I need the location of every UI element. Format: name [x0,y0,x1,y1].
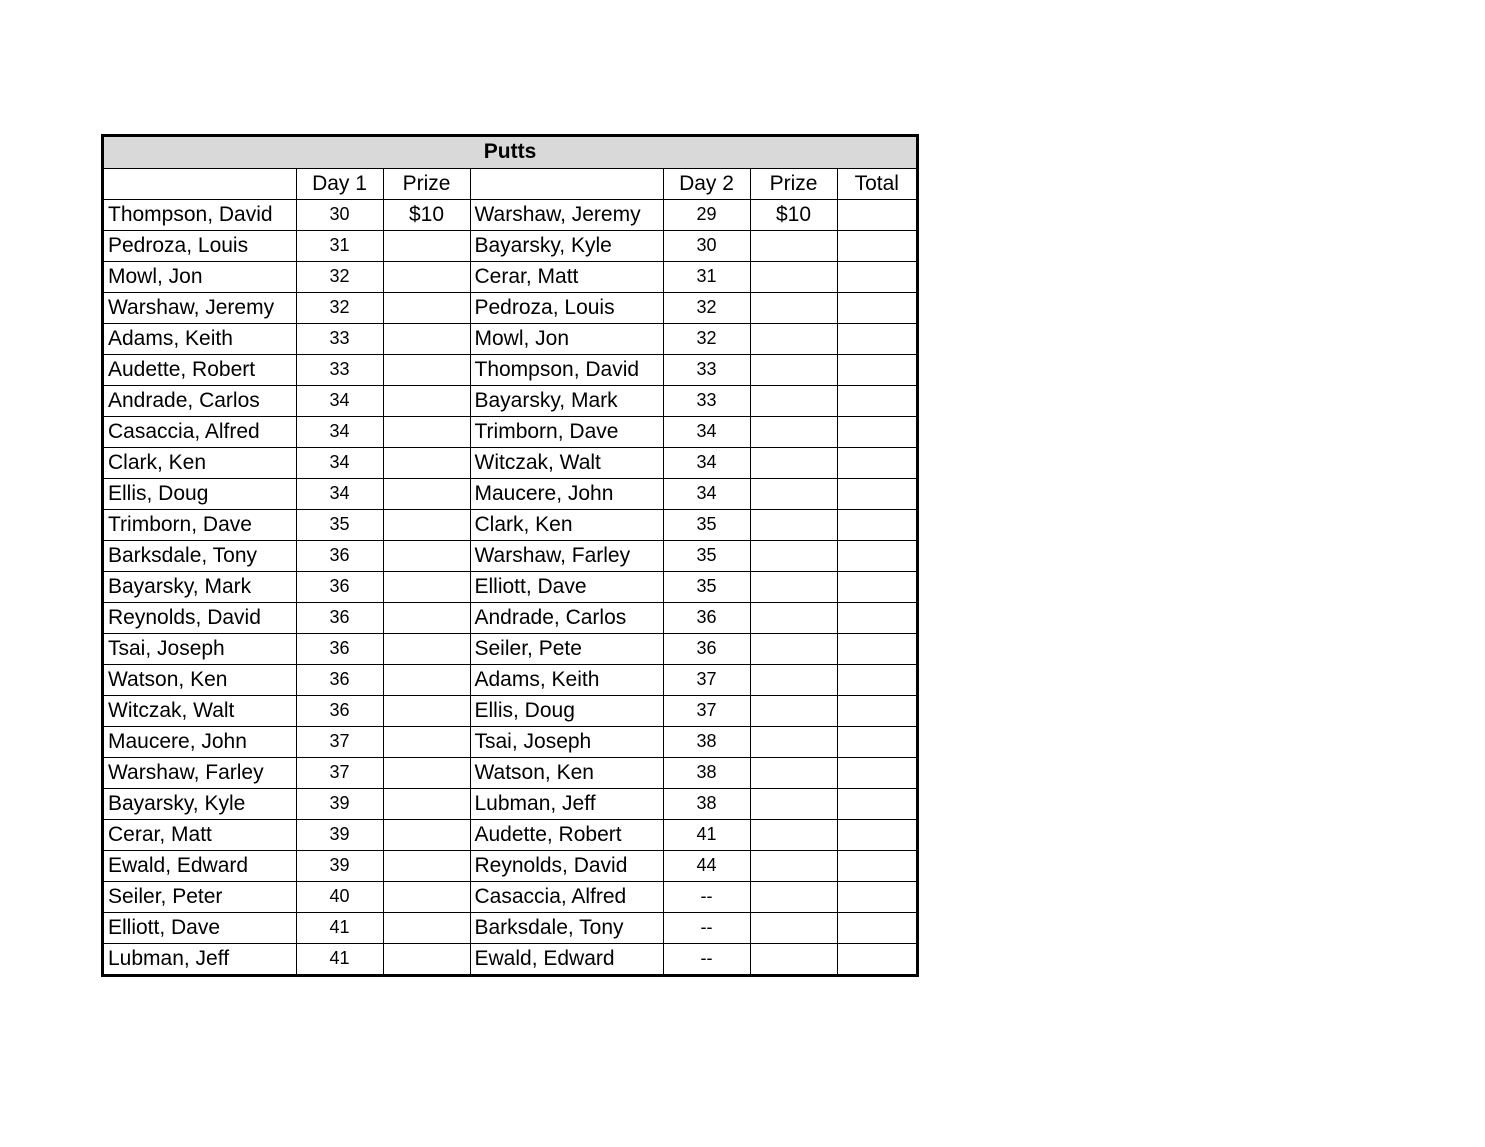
day2-prize [750,509,837,540]
total-cell [837,788,916,819]
day2-player-name: Thompson, David [470,354,663,385]
day1-player-name: Trimborn, Dave [104,509,296,540]
day1-prize [383,540,470,571]
header-name-day2 [470,168,663,199]
day1-putts: 36 [296,633,383,664]
day1-putts: 32 [296,292,383,323]
table-row [104,695,916,726]
total-cell [837,323,916,354]
day1-player-name: Bayarsky, Kyle [104,788,296,819]
day2-player-name: Elliott, Dave [470,571,663,602]
total-cell [837,757,916,788]
day2-putts: 35 [663,571,750,602]
day1-putts: 34 [296,385,383,416]
day2-player-name: Reynolds, David [470,850,663,881]
day1-prize [383,478,470,509]
day1-prize [383,571,470,602]
day2-prize [750,757,837,788]
day1-prize [383,261,470,292]
table-row [104,323,916,354]
total-cell [837,478,916,509]
total-cell [837,199,916,230]
putts-table [104,137,916,974]
day1-putts: 36 [296,602,383,633]
day2-player-name: Ellis, Doug [470,695,663,726]
header-row [104,168,916,199]
day2-putts: 29 [663,199,750,230]
day2-prize [750,478,837,509]
day1-player-name: Watson, Ken [104,664,296,695]
table-row [104,230,916,261]
total-cell [837,664,916,695]
day1-putts: 36 [296,571,383,602]
table-row [104,850,916,881]
day2-player-name: Bayarsky, Mark [470,385,663,416]
table-row [104,571,916,602]
day2-prize [750,385,837,416]
day2-putts: 41 [663,819,750,850]
day1-player-name: Tsai, Joseph [104,633,296,664]
day2-prize [750,788,837,819]
day2-prize [750,292,837,323]
day1-player-name: Adams, Keith [104,323,296,354]
day1-player-name: Thompson, David [104,199,296,230]
total-cell [837,385,916,416]
header-name-day1 [104,168,296,199]
day2-putts: 38 [663,757,750,788]
day2-player-name: Trimborn, Dave [470,416,663,447]
table-row [104,788,916,819]
day2-player-name: Audette, Robert [470,819,663,850]
total-cell [837,230,916,261]
day1-player-name: Barksdale, Tony [104,540,296,571]
day2-player-name: Barksdale, Tony [470,912,663,943]
day2-putts: 44 [663,850,750,881]
table-row [104,540,916,571]
table-row [104,509,916,540]
day2-player-name: Tsai, Joseph [470,726,663,757]
day1-prize [383,230,470,261]
table-title: Putts [104,137,916,168]
day1-prize [383,447,470,478]
day1-prize [383,943,470,974]
day1-putts: 30 [296,199,383,230]
header-prize-day1: Prize [383,168,470,199]
day2-player-name: Cerar, Matt [470,261,663,292]
day1-prize: $10 [383,199,470,230]
total-cell [837,261,916,292]
day1-prize [383,633,470,664]
day1-putts: 36 [296,540,383,571]
day2-putts: 35 [663,509,750,540]
day2-prize [750,230,837,261]
day1-player-name: Clark, Ken [104,447,296,478]
day1-prize [383,881,470,912]
day2-prize [750,633,837,664]
day2-putts: 33 [663,385,750,416]
day1-player-name: Witczak, Walt [104,695,296,726]
day1-prize [383,416,470,447]
total-cell [837,912,916,943]
day1-putts: 39 [296,788,383,819]
day1-putts: 39 [296,819,383,850]
day1-player-name: Bayarsky, Mark [104,571,296,602]
day2-player-name: Witczak, Walt [470,447,663,478]
day1-putts: 36 [296,664,383,695]
day2-player-name: Bayarsky, Kyle [470,230,663,261]
day2-prize: $10 [750,199,837,230]
total-cell [837,540,916,571]
day2-putts: 33 [663,354,750,385]
day2-prize [750,912,837,943]
day1-player-name: Casaccia, Alfred [104,416,296,447]
day1-player-name: Pedroza, Louis [104,230,296,261]
table-row [104,385,916,416]
day2-putts: 38 [663,788,750,819]
day1-prize [383,850,470,881]
day1-putts: 33 [296,323,383,354]
total-cell [837,943,916,974]
day2-putts: 34 [663,447,750,478]
table-row [104,602,916,633]
day2-putts: 34 [663,478,750,509]
day1-player-name: Warshaw, Jeremy [104,292,296,323]
day1-putts: 41 [296,912,383,943]
day2-putts: -- [663,912,750,943]
day1-putts: 34 [296,416,383,447]
day2-prize [750,850,837,881]
day1-player-name: Maucere, John [104,726,296,757]
total-cell [837,695,916,726]
table-row [104,726,916,757]
day1-player-name: Audette, Robert [104,354,296,385]
day2-prize [750,726,837,757]
day2-putts: 36 [663,633,750,664]
total-cell [837,881,916,912]
table-row [104,912,916,943]
table-row [104,478,916,509]
day1-putts: 32 [296,261,383,292]
day2-putts: 36 [663,602,750,633]
day1-prize [383,664,470,695]
day1-putts: 40 [296,881,383,912]
day2-prize [750,540,837,571]
day1-putts: 34 [296,478,383,509]
day2-putts: -- [663,881,750,912]
day2-prize [750,881,837,912]
total-cell [837,509,916,540]
total-cell [837,571,916,602]
day1-player-name: Andrade, Carlos [104,385,296,416]
day2-putts: 32 [663,292,750,323]
day1-prize [383,602,470,633]
day1-player-name: Warshaw, Farley [104,757,296,788]
day1-prize [383,385,470,416]
day2-putts: 35 [663,540,750,571]
day1-prize [383,292,470,323]
table-row [104,447,916,478]
total-cell [837,354,916,385]
day2-player-name: Seiler, Pete [470,633,663,664]
day1-putts: 37 [296,757,383,788]
day2-prize [750,819,837,850]
day2-player-name: Ewald, Edward [470,943,663,974]
day1-putts: 35 [296,509,383,540]
total-cell [837,850,916,881]
header-day1: Day 1 [296,168,383,199]
header-total: Total [837,168,916,199]
day2-putts: 34 [663,416,750,447]
day1-prize [383,757,470,788]
day2-player-name: Mowl, Jon [470,323,663,354]
day2-player-name: Warshaw, Farley [470,540,663,571]
day1-player-name: Reynolds, David [104,602,296,633]
table-row [104,943,916,974]
table-row [104,664,916,695]
day2-putts: 31 [663,261,750,292]
total-cell [837,292,916,323]
day2-prize [750,571,837,602]
total-cell [837,726,916,757]
day2-putts: 37 [663,664,750,695]
day2-prize [750,261,837,292]
day2-player-name: Casaccia, Alfred [470,881,663,912]
day1-player-name: Lubman, Jeff [104,943,296,974]
day1-prize [383,788,470,819]
day1-player-name: Mowl, Jon [104,261,296,292]
day2-putts: 32 [663,323,750,354]
table-row [104,292,916,323]
day2-prize [750,664,837,695]
table-row [104,819,916,850]
day2-prize [750,447,837,478]
total-cell [837,447,916,478]
day2-player-name: Pedroza, Louis [470,292,663,323]
day2-player-name: Andrade, Carlos [470,602,663,633]
day1-putts: 37 [296,726,383,757]
putts-table-container [101,134,919,977]
table-row [104,261,916,292]
day2-player-name: Clark, Ken [470,509,663,540]
day2-putts: 30 [663,230,750,261]
table-row [104,354,916,385]
day1-putts: 31 [296,230,383,261]
day1-prize [383,354,470,385]
day1-putts: 33 [296,354,383,385]
total-cell [837,633,916,664]
day2-putts: -- [663,943,750,974]
day1-putts: 41 [296,943,383,974]
day2-prize [750,416,837,447]
day2-prize [750,943,837,974]
table-row [104,633,916,664]
day1-putts: 36 [296,695,383,726]
day1-putts: 39 [296,850,383,881]
table-row [104,881,916,912]
day2-player-name: Warshaw, Jeremy [470,199,663,230]
day2-prize [750,695,837,726]
day1-prize [383,509,470,540]
day1-prize [383,726,470,757]
day2-player-name: Adams, Keith [470,664,663,695]
day2-player-name: Watson, Ken [470,757,663,788]
title-row [104,137,916,168]
day2-player-name: Maucere, John [470,478,663,509]
day1-player-name: Cerar, Matt [104,819,296,850]
header-day2: Day 2 [663,168,750,199]
day1-prize [383,695,470,726]
day2-prize [750,323,837,354]
day2-prize [750,602,837,633]
day1-prize [383,819,470,850]
total-cell [837,819,916,850]
day2-player-name: Lubman, Jeff [470,788,663,819]
day2-putts: 38 [663,726,750,757]
day2-putts: 37 [663,695,750,726]
total-cell [837,602,916,633]
day1-prize [383,323,470,354]
table-row [104,757,916,788]
day1-player-name: Ewald, Edward [104,850,296,881]
day2-prize [750,354,837,385]
header-prize-day2: Prize [750,168,837,199]
day1-player-name: Elliott, Dave [104,912,296,943]
day1-prize [383,912,470,943]
table-row [104,416,916,447]
day1-putts: 34 [296,447,383,478]
table-row [104,199,916,230]
day1-player-name: Seiler, Peter [104,881,296,912]
total-cell [837,416,916,447]
day1-player-name: Ellis, Doug [104,478,296,509]
